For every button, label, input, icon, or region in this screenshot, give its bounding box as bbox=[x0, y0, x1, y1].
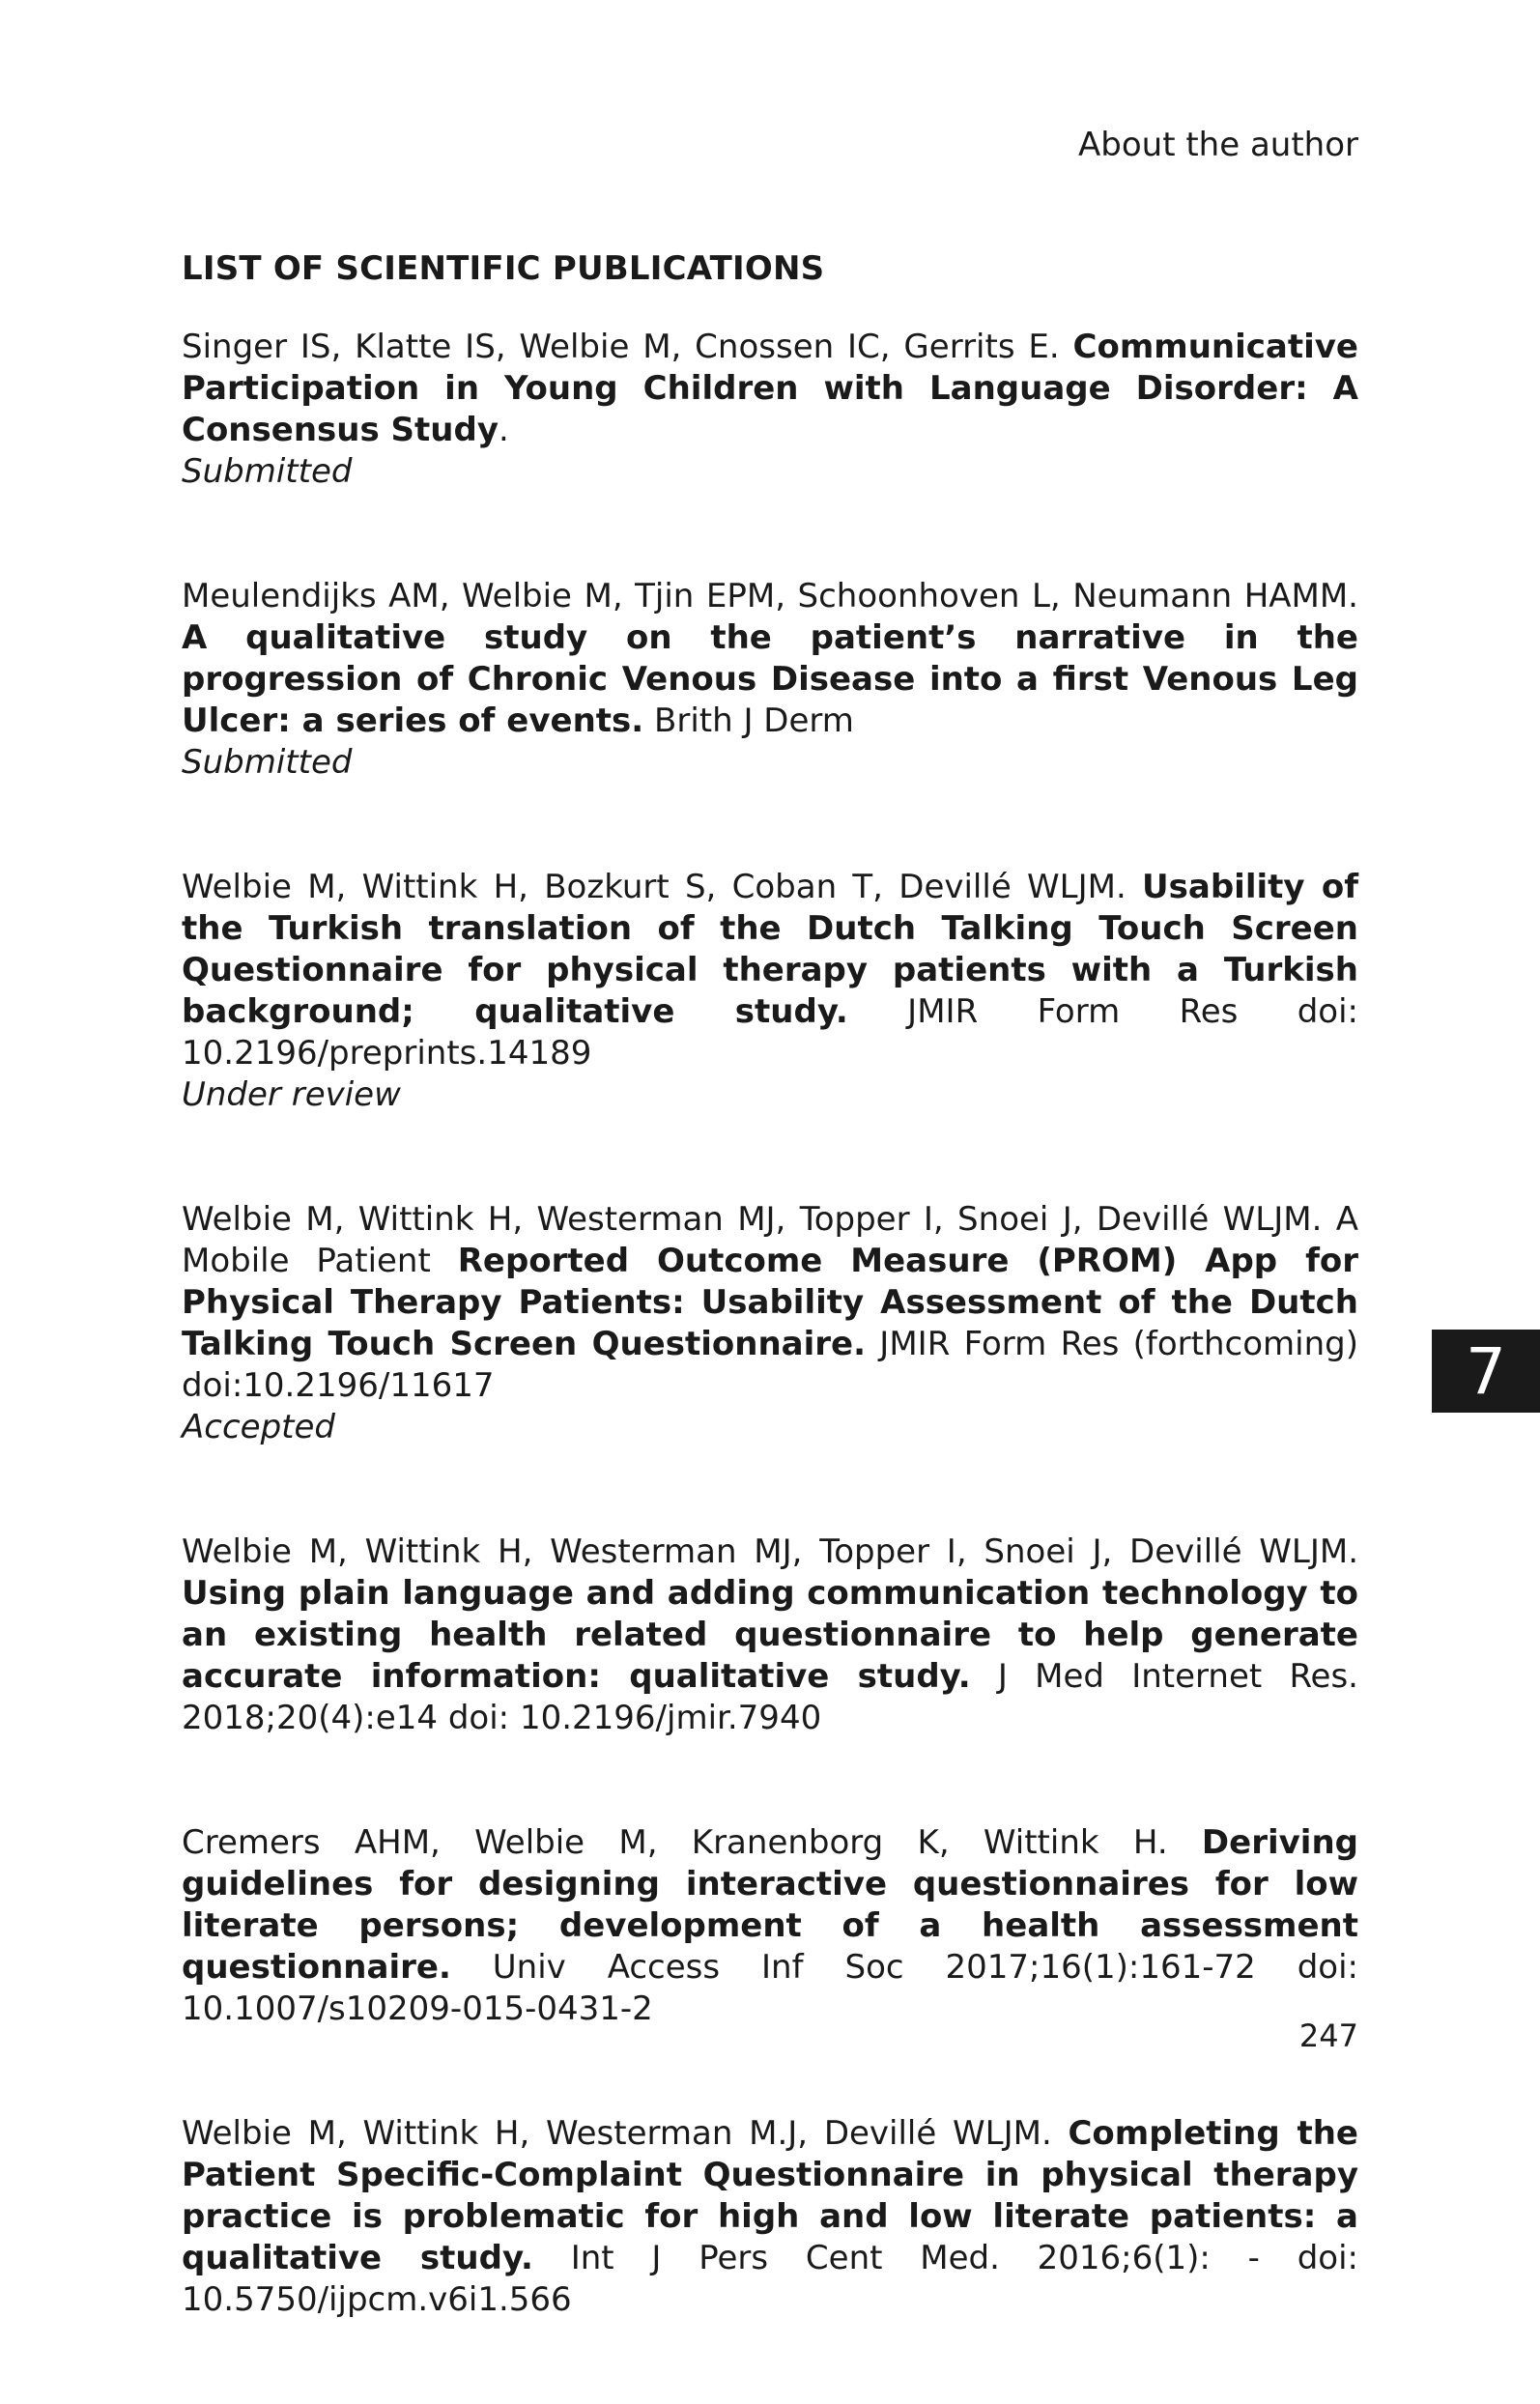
publication-details: JMIR Form Res doi: 10.2196/preprints.14189 bbox=[182, 992, 1358, 1073]
publication-list bbox=[182, 327, 1358, 2404]
publication-details: Univ Access Inf Soc 2017;16(1):161-72 doi: 10.1007/s10209-015-0431-2 bbox=[182, 1948, 1358, 2028]
publication-title: A qualitative study on the patient’s narrative in the progression of Chronic Venous Disease into a first Venous Leg Ulcer: a series of events. bbox=[182, 618, 1358, 740]
publication-status: Accepted bbox=[182, 1408, 335, 1446]
running-head: About the author bbox=[1078, 126, 1358, 164]
publication-details: . bbox=[498, 411, 509, 449]
publication-details: Brith J Derm bbox=[643, 701, 854, 740]
publication-title: Reported Outcome Measure (PROM) App for Physical Therapy Patients: Usability Assessment of the Dutch Talking Touch Screen Questionnaire. bbox=[182, 1242, 1358, 1363]
publication-entry bbox=[182, 1822, 1358, 2030]
chapter-tab bbox=[1432, 1330, 1540, 1413]
publication-title: Usability of the Turkish translation of the Dutch Talking Touch Screen Questionnaire for physical therapy patients with a Turkish background; qualitative study. bbox=[182, 868, 1358, 1031]
publication-authors: Cremers AHM, Welbie M, Kranenborg K, Wittink H. bbox=[182, 1823, 1202, 1862]
publication-status: Submitted bbox=[182, 452, 353, 491]
chapter-number: 7 bbox=[1466, 1333, 1506, 1409]
publication-title: Completing the Patient Specific-Complaint Questionnaire in physical therapy practice is problematic for high and low literate patients: a qualitative study. bbox=[182, 2114, 1358, 2277]
publication-authors: Singer IS, Klatte IS, Welbie M, Cnossen IC, Gerrits E. bbox=[182, 328, 1073, 366]
publication-status: Under review bbox=[182, 1075, 401, 1114]
publication-authors: Welbie M, Wittink H, Westerman MJ, Topper I, Snoei J, Devillé WLJM. bbox=[182, 1532, 1358, 1571]
publication-authors: Welbie M, Wittink H, Westerman M.J, Devillé WLJM. bbox=[182, 2114, 1069, 2153]
publication-details: J Med Internet Res. 2018;20(4):e14 doi: 10.2196/jmir.7940 bbox=[182, 1657, 1358, 1737]
publication-entry bbox=[182, 576, 1358, 784]
publication-title: Communicative Participation in Young Children with Language Disorder: A Consensus Study bbox=[182, 328, 1358, 449]
publication-entry bbox=[182, 1531, 1358, 1739]
publication-authors: Welbie M, Wittink H, Westerman MJ, Topper I, Snoei J, Devillé WLJM. A Mobile Patient bbox=[182, 1200, 1358, 1280]
publication-status: Submitted bbox=[182, 743, 353, 782]
publication-authors: Welbie M, Wittink H, Bozkurt S, Coban T, Devillé WLJM. bbox=[182, 868, 1143, 906]
publication-entry bbox=[182, 327, 1358, 493]
section-title: LIST OF SCIENTIFIC PUBLICATIONS bbox=[182, 249, 825, 288]
publication-title: Using plain language and adding communication technology to an existing health related questionnaire to help generate accurate information: qualitative study. bbox=[182, 1574, 1358, 1696]
publication-entry bbox=[182, 867, 1358, 1116]
publication-entry bbox=[182, 2113, 1358, 2321]
publication-authors: Meulendijks AM, Welbie M, Tjin EPM, Schoonhoven L, Neumann HAMM. bbox=[182, 577, 1358, 615]
page-number: 247 bbox=[1298, 2018, 1358, 2054]
publication-details: Int J Pers Cent Med. 2016;6(1): - doi: 10.5750/ijpcm.v6i1.566 bbox=[182, 2239, 1359, 2319]
publication-title: Deriving guidelines for designing interactive questionnaires for low literate persons; development of a health assessment questionnaire. bbox=[182, 1823, 1358, 1987]
publication-details: JMIR Form Res (forthcoming) doi:10.2196/11617 bbox=[182, 1325, 1358, 1405]
publication-entry bbox=[182, 1199, 1358, 1448]
